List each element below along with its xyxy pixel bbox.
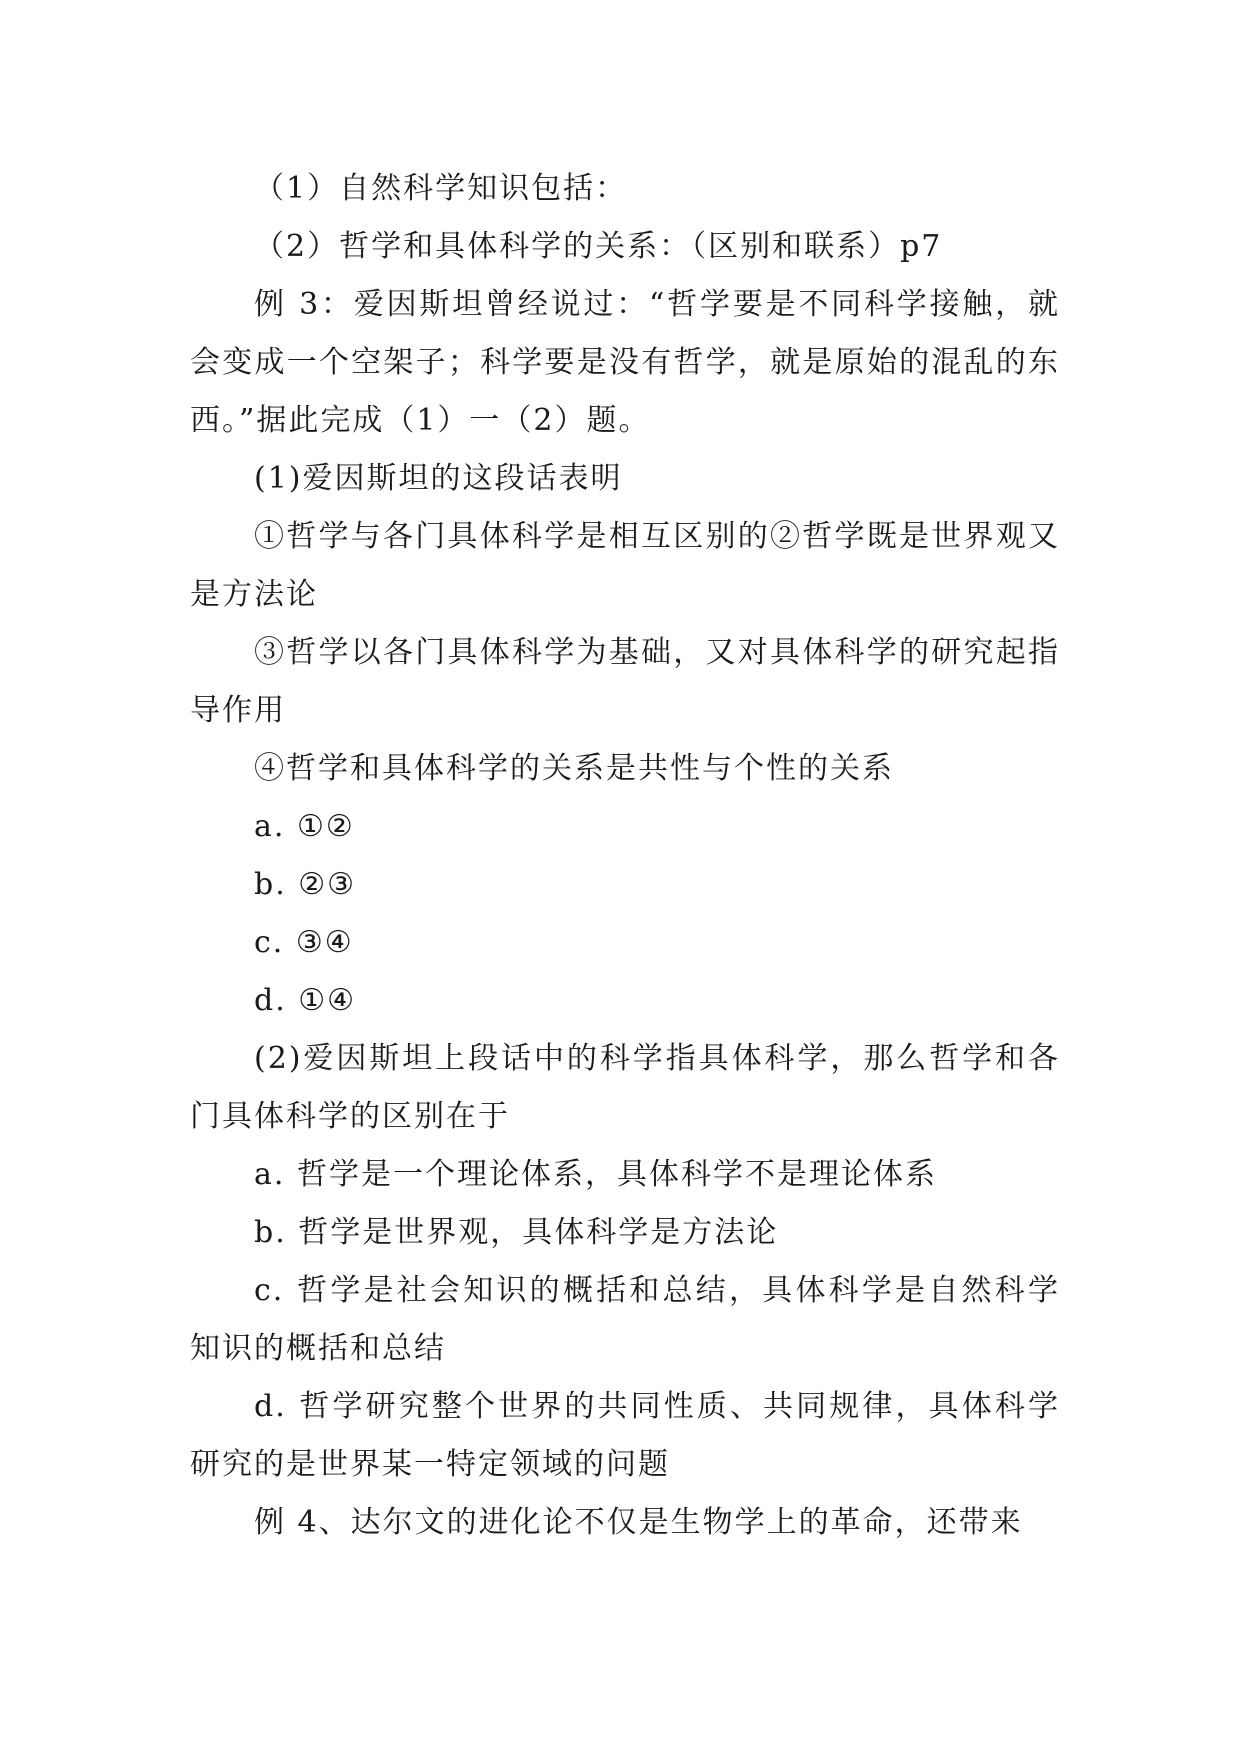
paragraph-natural-science-knowledge: （1）自然科学知识包括：	[254, 171, 628, 206]
question-1-option-d: d. ①④	[254, 983, 357, 1018]
question-1-option-a: a. ①②	[254, 809, 355, 844]
question-2-option-a: a. 哲学是一个理论体系，具体科学不是理论体系	[254, 1157, 937, 1192]
document-body	[190, 160, 1060, 1552]
question-2-option-d: d. 哲学研究整个世界的共同性质、共同规律，具体科学研究的是世界某一特定领域的问题	[190, 1389, 1060, 1482]
question-2-stem: (2)爱因斯坦上段话中的科学指具体科学，那么哲学和各门具体科学的区别在于	[190, 1041, 1060, 1134]
paragraph-philosophy-science-relation: （2）哲学和具体科学的关系：（区别和联系）p7	[254, 229, 943, 264]
question-2-option-b: b. 哲学是世界观，具体科学是方法论	[254, 1215, 779, 1250]
question-1-option-c: c. ③④	[254, 925, 354, 960]
question-1-stem: (1)爱因斯坦的这段话表明	[254, 461, 623, 496]
statement-3: ③哲学以各门具体科学为基础，又对具体科学的研究起指导作用	[190, 635, 1060, 728]
statement-1-2: ①哲学与各门具体科学是相互区别的②哲学既是世界观又是方法论	[190, 519, 1060, 612]
paragraph-example-4: 例 4、达尔文的进化论不仅是生物学上的革命，还带来	[254, 1505, 1023, 1540]
question-1-option-b: b. ②③	[254, 867, 357, 902]
statement-4: ④哲学和具体科学的关系是共性与个性的关系	[254, 751, 894, 786]
question-2-option-c: c. 哲学是社会知识的概括和总结，具体科学是自然科学知识的概括和总结	[190, 1273, 1060, 1366]
paragraph-example-3: 例 3：爱因斯坦曾经说过：“哲学要是不同科学接触，就会变成一个空架子；科学要是没有哲学，就是原始的混乱的东西。”据此完成（1）一（2）题。	[190, 287, 1060, 438]
